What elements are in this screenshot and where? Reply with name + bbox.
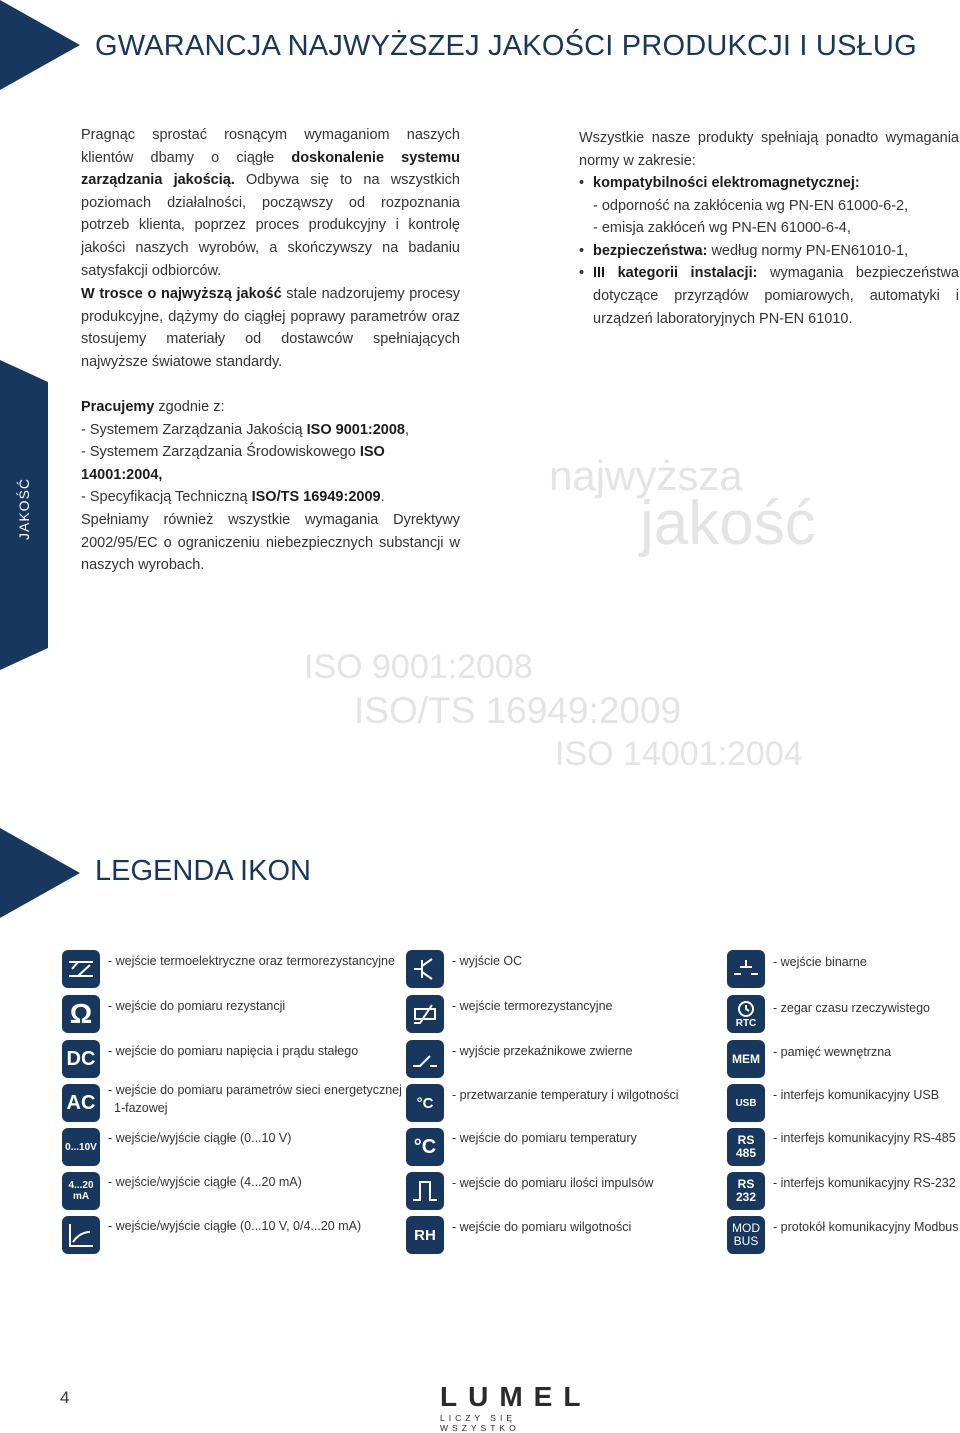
ac-icon: AC bbox=[62, 1084, 100, 1122]
legend-label: - wejście/wyjście ciągłe (0...10 V, 0/4...20 mA) bbox=[108, 1219, 362, 1233]
legend-label: - wejście termoelektryczne oraz termorezystancyjne bbox=[108, 954, 395, 968]
legend-label: - interfejs komunikacyjny RS-485 bbox=[773, 1131, 956, 1145]
legend-label: - wyjście przekaźnikowe zwierne bbox=[452, 1044, 633, 1058]
legend-label-extra: 1-fazowej bbox=[114, 1101, 168, 1115]
omega-icon: Ω bbox=[62, 995, 100, 1033]
page-number: 4 bbox=[60, 1388, 70, 1407]
current-output-icon: 4...20 mA bbox=[62, 1172, 100, 1210]
oc-transistor-icon bbox=[406, 950, 444, 988]
legend-label: - wejście/wyjście ciągłe (4...20 mA) bbox=[108, 1175, 302, 1189]
legend-label: - wejście do pomiaru napięcia i prądu stałego bbox=[108, 1044, 359, 1058]
lumel-logo bbox=[440, 1381, 592, 1433]
legend-label: - wyjście OC bbox=[452, 954, 523, 968]
watermark-iso14001: ISO 14001:2004 bbox=[555, 735, 803, 773]
rs232-icon: RS 232 bbox=[727, 1172, 765, 1210]
watermark-iso9001: ISO 9001:2008 bbox=[304, 648, 533, 686]
norms-list: • kompatybilności elektromagnetycznej: - odporność na zakłócenia wg PN-EN 61000-6-2, - emisja zakłóceń wg PN-EN 61000-6-4, • bezpieczeństwa: według normy PN-EN61010-1, • III kategorii instalacji: wymagania bezpieczeństwa dotyczące przyrządów pomiarowych, automatyki i urządzeń laboratoryjnych PN-EN 61010. bbox=[579, 175, 960, 327]
dc-icon: DC bbox=[62, 1040, 100, 1078]
logo-brand: LUMEL bbox=[440, 1381, 592, 1412]
legend-triangle bbox=[0, 828, 80, 918]
legend-label: - wejście termorezystancyjne bbox=[452, 999, 613, 1013]
relay-icon bbox=[406, 1040, 444, 1078]
legend-label: - wejście/wyjście ciągłe (0...10 V) bbox=[108, 1131, 292, 1145]
rtc-glyph: RTC bbox=[735, 1017, 757, 1029]
rh-icon: RH bbox=[406, 1216, 444, 1254]
intro-paragraph: Pragnąc sprostać rosnącym wymaganiom naszych klientów dbamy o ciągłe doskonalenie systemu zarządzania jakością. Odbywa się to na wszystkich poziomach działalności, począwszy od rozpoznania potrzeb klienta, poprzez proces produkcyjny i kontrolę jakości naszych wyrobów, a skończywszy na badaniu satysfakcji odbiorców. bbox=[81, 127, 460, 279]
standards-list: Pracujemy zgodnie z: - Systemem Zarządzania Jakością ISO 9001:2008, - Systemem Zarządzania Środowiskowego ISO 14001:2004, - Specyfikacją Techniczną ISO/TS 16949:2009. bbox=[81, 399, 410, 506]
side-tab-label: JAKOŚĆ bbox=[16, 477, 32, 540]
thermocouple-icon bbox=[62, 950, 100, 988]
watermark-isots: ISO/TS 16949:2009 bbox=[354, 690, 682, 731]
legend-label: - interfejs komunikacyjny RS-232 bbox=[773, 1176, 956, 1190]
analog-curve-icon bbox=[62, 1216, 100, 1254]
logo-tagline: LICZY SIĘ WSZYSTKO bbox=[440, 1413, 520, 1433]
legend-label: - wejście do pomiaru ilości impulsów bbox=[452, 1176, 654, 1190]
legend-label: - wejście do pomiaru wilgotności bbox=[452, 1220, 632, 1234]
page-title: GWARANCJA NAJWYŻSZEJ JAKOŚCI PRODUKCJI I USŁUG bbox=[95, 30, 917, 62]
directive-paragraph: Spełniamy również wszystkie wymagania Dyrektywy 2002/95/EC o ograniczeniu niebezpiecznych substancji w naszych wyrobach. bbox=[81, 512, 460, 574]
norms-intro: Wszystkie nasze produkty spełniają ponadto wymagania normy w zakresie: bbox=[579, 130, 959, 169]
legend-label: - przetwarzanie temperatury i wilgotności bbox=[452, 1088, 679, 1102]
mem-icon: MEM bbox=[727, 1040, 765, 1078]
legend-title: LEGENDA IKON bbox=[95, 855, 311, 887]
legend-label: - pamięć wewnętrzna bbox=[773, 1045, 892, 1059]
legend-label: - interfejs komunikacyjny USB bbox=[773, 1088, 940, 1102]
celsius-icon: °C bbox=[406, 1128, 444, 1166]
usb-icon: USB bbox=[727, 1084, 765, 1122]
legend-label: - protokół komunikacyjny Modbus bbox=[773, 1220, 959, 1234]
binary-switch-icon bbox=[727, 950, 765, 988]
header-triangle bbox=[0, 0, 80, 90]
legend-label: - wejście do pomiaru parametrów sieci energetycznej bbox=[108, 1083, 402, 1097]
legend-label: - wejście do pomiaru temperatury bbox=[452, 1131, 637, 1145]
legend-label: - wejście do pomiaru rezystancji bbox=[108, 999, 286, 1013]
watermark-jakosc: jakość bbox=[640, 489, 816, 558]
temp-humidity-glyph: °C bbox=[416, 1094, 434, 1112]
thermistor-icon bbox=[406, 995, 444, 1033]
pulse-icon bbox=[406, 1172, 444, 1210]
rtc-clock-icon bbox=[727, 995, 765, 1033]
legend-label: - wejście binarne bbox=[773, 955, 867, 969]
voltage-output-icon: 0...10V bbox=[62, 1128, 100, 1166]
legend-label: - zegar czasu rzeczywistego bbox=[773, 1001, 931, 1015]
temp-humidity-icon bbox=[406, 1084, 444, 1122]
watermark-najwyzsza: najwyższa bbox=[549, 452, 743, 499]
modbus-icon: MOD BUS bbox=[727, 1216, 765, 1254]
quality-paragraph: W trosce o najwyższą jakość stale nadzorujemy procesy produkcyjne, dążymy do ciągłej poprawy parametrów oraz stosujemy materiały od dostawców spełniających najwyższe światowe standardy. bbox=[81, 286, 460, 370]
rs485-icon: RS 485 bbox=[727, 1128, 765, 1166]
